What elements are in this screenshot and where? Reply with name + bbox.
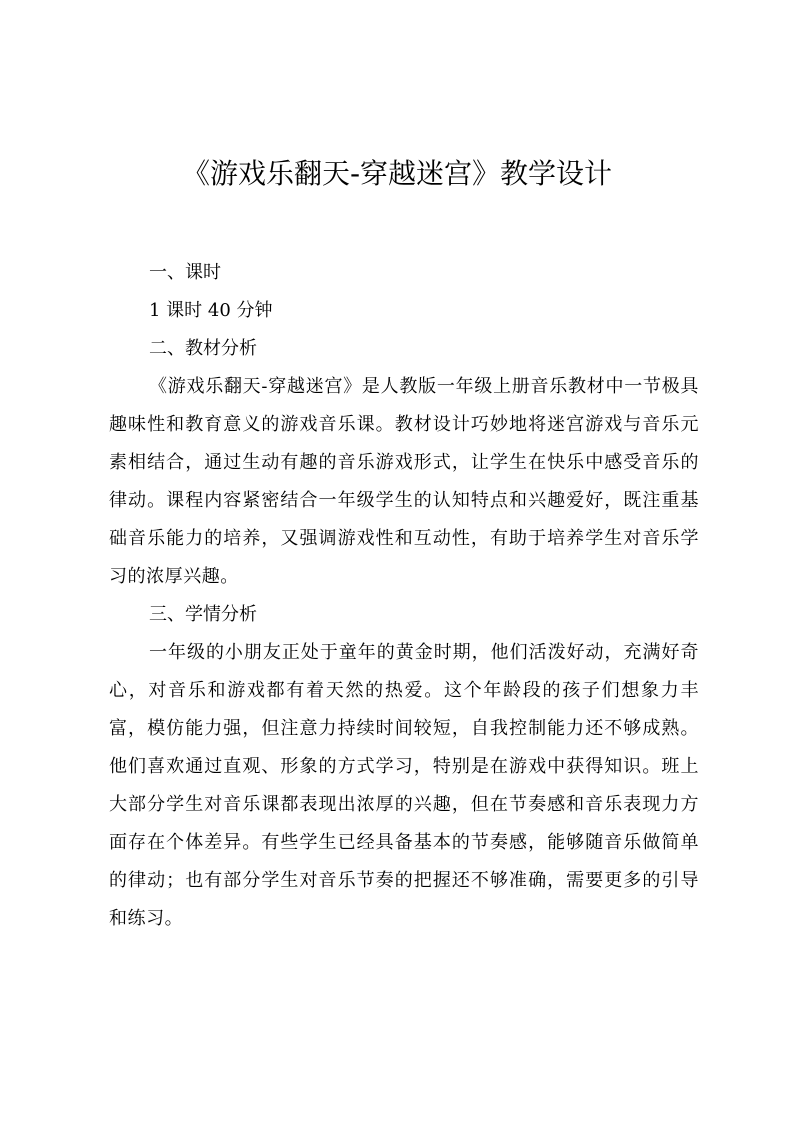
section-paragraph: 一年级的小朋友正处于童年的黄金时期，他们活泼好动，充满好奇心，对音乐和游戏都有着天然的热爱。这个年龄段的孩子们想象力丰富，模仿能力强，但注意力持续时间较短，自我控制能力还不够成熟。他们喜欢通过直观、形象的方式学习，特别是在游戏中获得知识。班上大部分学生对音乐课都表现出浓厚的兴趣，但在节奏感和音乐表现力方面存在个体差异。有些学生已经具备基本的节奏感，能够随音乐做简单的律动；也有部分学生对音乐节奏的把握还不够准确，需要更多的引导和练习。 [109, 642, 699, 929]
section-text: 1 课时 40 分钟 [149, 300, 273, 321]
section-student-analysis [109, 596, 699, 938]
document-body [109, 254, 699, 938]
document-title: 《游戏乐翻天-穿越迷宫》教学设计 [181, 157, 613, 190]
section-heading: 一、课时 [149, 262, 221, 283]
section-heading: 三、学情分析 [149, 604, 257, 625]
section-heading: 二、教材分析 [149, 338, 257, 359]
section-paragraph: 《游戏乐翻天-穿越迷宫》是人教版一年级上册音乐教材中一节极具趣味性和教育意义的游戏音乐课。教材设计巧妙地将迷宫游戏与音乐元素相结合，通过生动有趣的音乐游戏形式，让学生在快乐中感受音乐的律动。课程内容紧密结合一年级学生的认知特点和兴趣爱好，既注重基础音乐能力的培养，又强调游戏性和互动性，有助于培养学生对音乐学习的浓厚兴趣。 [109, 376, 699, 587]
section-textbook-analysis [109, 330, 699, 596]
section-class-hours [109, 254, 699, 330]
